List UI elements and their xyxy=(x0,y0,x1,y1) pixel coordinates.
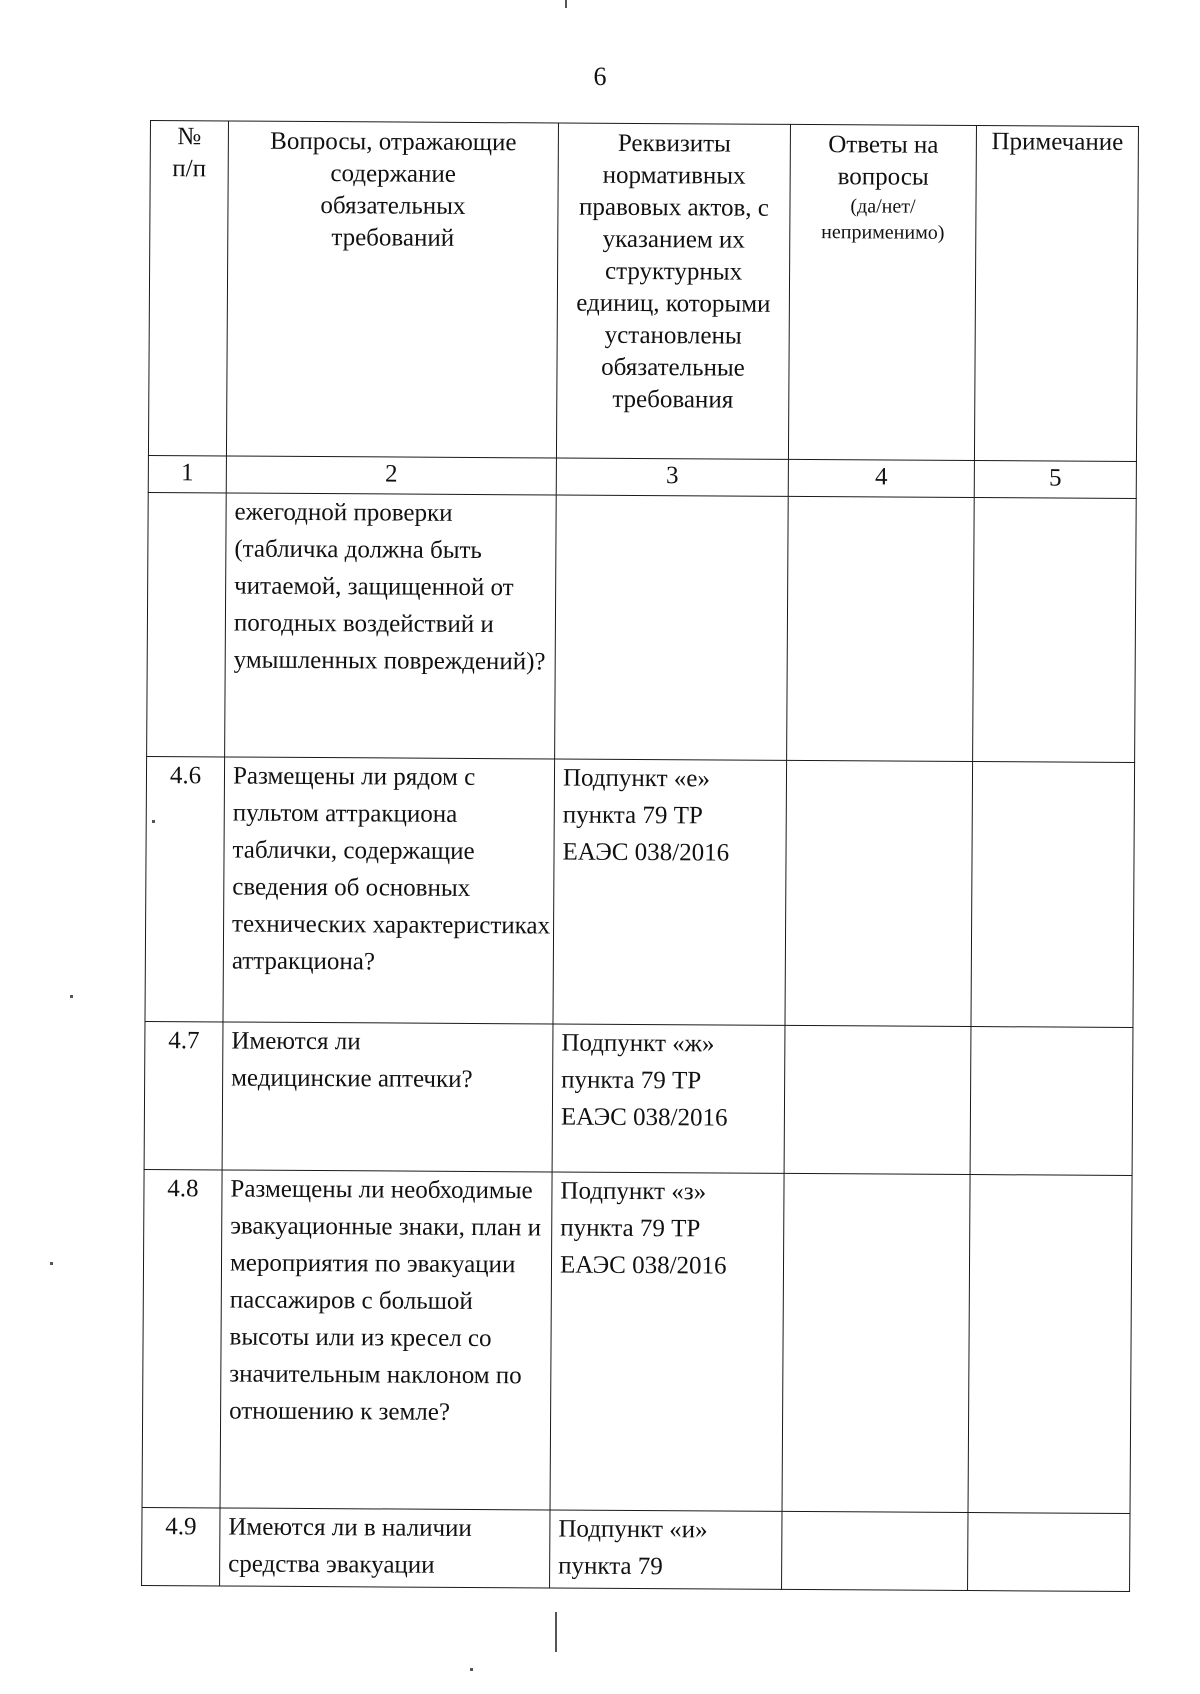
row-question: ежегодной проверки (табличка должна быть читаемой, защищенной от погодных воздействий и умышленных повреждений)? xyxy=(225,493,557,759)
row-note xyxy=(968,1175,1132,1514)
checklist-table xyxy=(141,120,1139,1592)
row-reference xyxy=(555,495,789,760)
header-notes: Примечание xyxy=(974,126,1138,462)
header-requisites xyxy=(556,123,790,459)
row-answer xyxy=(787,496,975,761)
row-number xyxy=(147,492,227,756)
header-row xyxy=(148,121,1138,462)
row-note xyxy=(970,1027,1133,1176)
row-note xyxy=(973,498,1137,763)
row-note xyxy=(971,762,1135,1028)
column-number: 1 xyxy=(148,455,226,492)
header-answers-text: Ответы на вопросы xyxy=(828,131,939,191)
row-number: 4.6 xyxy=(145,756,225,1021)
row-number: 4.8 xyxy=(142,1169,222,1507)
row-reference-text: Подпункт «е» пункта 79 ТР ЕАЭС 038/2016 xyxy=(562,764,730,867)
header-answers xyxy=(788,124,976,460)
table-row xyxy=(144,1021,1133,1175)
row-reference-text: Подпункт «ж» пункта 79 ТР ЕАЭС 038/2016 xyxy=(560,1029,728,1132)
table-row xyxy=(142,1169,1132,1513)
page-number: 6 xyxy=(593,62,607,91)
table-row xyxy=(142,1507,1130,1591)
row-question xyxy=(222,1022,553,1172)
column-number: 4 xyxy=(788,459,974,497)
row-reference xyxy=(550,1510,782,1589)
row-question-text: Имеются ли в наличии средства эвакуации xyxy=(228,1513,472,1579)
scan-mark xyxy=(152,820,155,823)
row-note xyxy=(968,1513,1130,1592)
scan-mark xyxy=(70,995,73,998)
scan-mark xyxy=(565,0,567,8)
header-answers-note: (да/нет/ неприменимо) xyxy=(821,195,945,244)
row-question xyxy=(220,1508,550,1588)
column-number: 2 xyxy=(226,456,556,495)
table-row xyxy=(147,492,1137,762)
header-questions-text: Вопросы, отражающие содержание обязательных требований xyxy=(270,127,517,252)
row-reference xyxy=(553,759,787,1025)
row-question-text: Имеются ли медицинские аптечки? xyxy=(231,1027,473,1093)
scan-mark xyxy=(50,1262,53,1265)
row-reference xyxy=(552,1024,785,1173)
row-answer xyxy=(782,1173,970,1512)
header-questions xyxy=(226,121,558,458)
table-row xyxy=(145,756,1135,1027)
column-number: 3 xyxy=(556,458,788,496)
row-reference xyxy=(550,1172,784,1511)
row-question: Размещены ли рядом с пультом аттракциона таблички, содержащие сведения об основных технических характеристиках аттракциона? xyxy=(223,757,555,1024)
scan-mark xyxy=(470,1668,473,1671)
column-number-row xyxy=(148,455,1136,498)
row-reference-text: Подпункт «з» пункта 79 ТР ЕАЭС 038/2016 xyxy=(559,1177,727,1280)
row-answer xyxy=(782,1511,968,1590)
row-reference-text: Подпункт «и» пункта 79 xyxy=(558,1515,708,1581)
row-number: 4.7 xyxy=(144,1021,223,1169)
row-question: Размещены ли необходимые эвакуационные знаки, план и мероприятия по эвакуации пассажиров с большой высоты или из кресел со значительным наклоном по отношению к земле? xyxy=(220,1170,552,1510)
header-num: № п/п xyxy=(148,121,228,456)
scan-mark xyxy=(555,1612,557,1652)
column-number: 5 xyxy=(974,461,1136,499)
row-number: 4.9 xyxy=(142,1507,220,1585)
row-answer xyxy=(785,760,973,1026)
row-answer xyxy=(784,1025,971,1174)
header-requisites-text: Реквизиты нормативных правовых актов, с указанием их структурных единиц, которыми установлены обязательные требования xyxy=(576,129,771,414)
